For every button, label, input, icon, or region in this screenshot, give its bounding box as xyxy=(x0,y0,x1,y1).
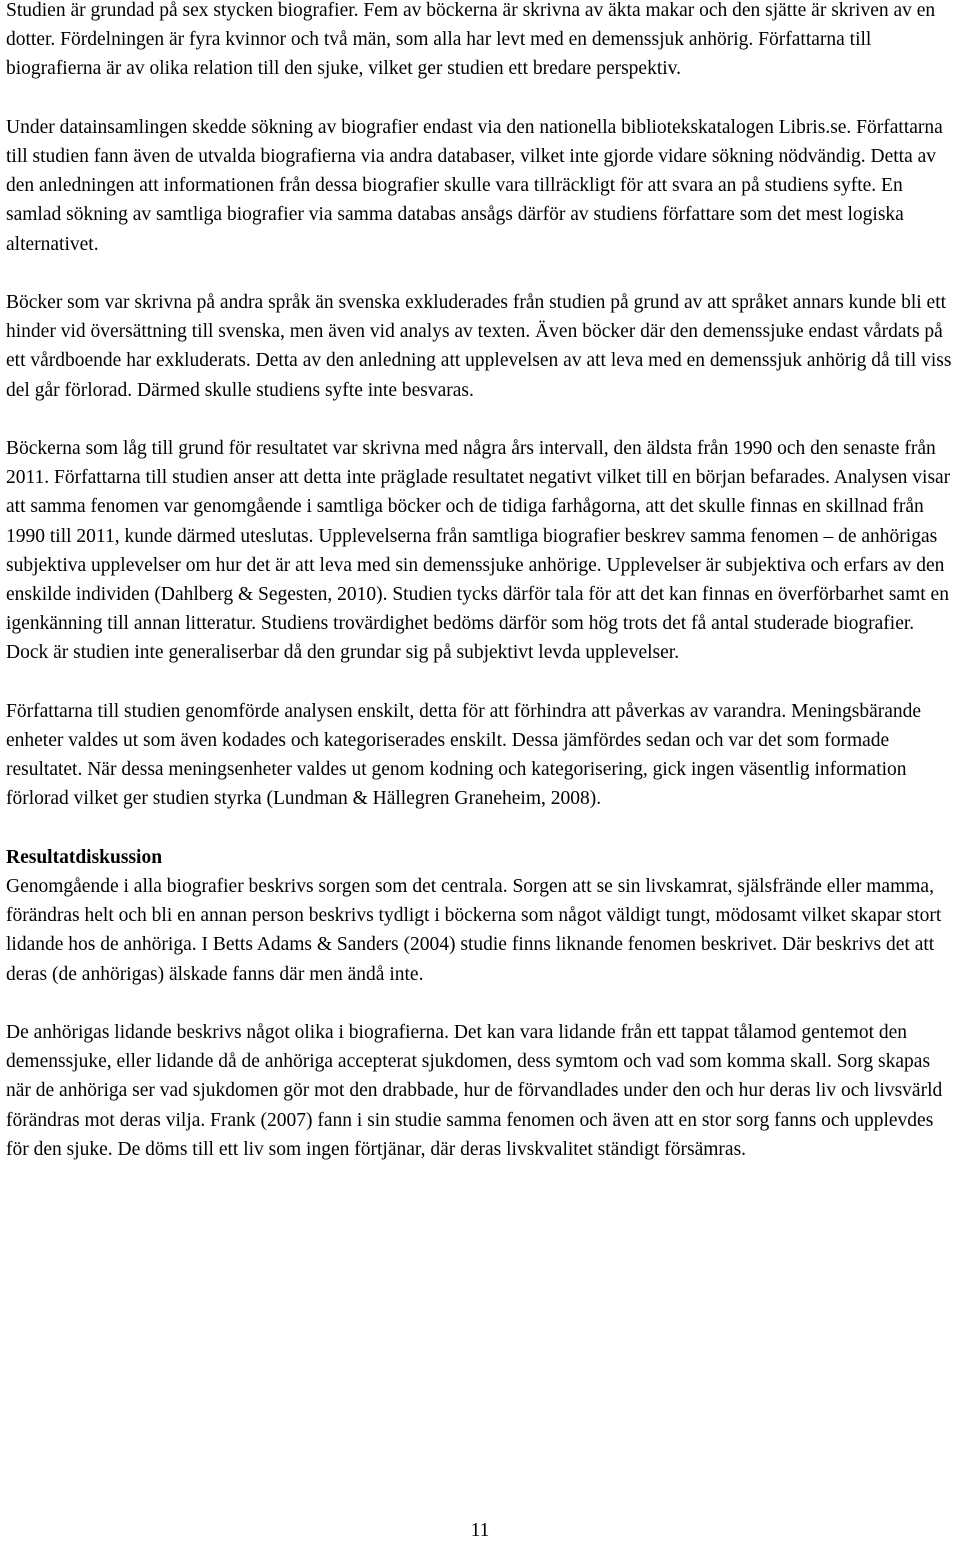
paragraph-data-collection: Under datainsamlingen skedde sökning av biografier endast via den nationella bibliotekskatalogen Libris.se. Författarna till studien fann även de utvalda biografierna via andra databaser, vilket inte gjorde vidare sökning nödvändig. Detta av den anledningen att informationen från dessa biografier skulle vara tillräckligt för att svara an på studiens syfte. En samlad sökning av samtliga biografier via samma databas ansågs därför av studiens författare som det mest logiska alternativet. xyxy=(6,116,943,255)
paragraph-trustworthiness: Böckerna som låg till grund för resultatet var skrivna med några års intervall, den äldsta från 1990 och den senaste från 2011. Författarna till studien anser att detta inte präglade resultatet negativt vilket till en början befarades. Analysen visar att samma fenomen var genomgående i samtliga böcker och de tidiga farhågorna, att det skulle finnas en skillnad från 1990 till 2011, kunde därmed uteslutas. Upplevelserna från samtliga biografier beskrev samma fenomen – de anhörigas subjektiva upplevelser om hur det är att leva med sin demenssjuke anhörige. Upplevelser är subjektiva och erfars av den enskilde individen (Dahlberg & Segesten, 2010). Studien tycks därför tala för att det kan finnas en överförbarhet samt en igenkänning till annan litteratur. Studiens trovärdighet bedöms därför som hög trots det få antal studerade biografier. Dock är studien inte generaliserbar då den grundar sig på subjektivt levda upplevelser. xyxy=(6,438,951,664)
paragraph-study-basis: Studien är grundad på sex stycken biografier. Fem av böckerna är skrivna av äkta makar och den sjätte är skriven av en dotter. Fördelningen är fyra kvinnor och två män, som alla har levt med en demenssjuk anhörig. Författarna till biografierna är av olika relation till den sjuke, vilket ger studien ett bredare perspektiv. xyxy=(6,0,936,80)
paragraph-exclusion-criteria: Böcker som var skrivna på andra språk än svenska exkluderades från studien på grund av att språket annars kunde bli ett hinder vid översättning till svenska, men även vid analys av texten. Även böcker där den demenssjuke endast vårdats på ett vårdboende har exkluderats. Detta av den anledning att upplevelsen av att leva med en demenssjuk anhörig då till viss del går förlorad. Därmed skulle studiens syfte inte besvaras. xyxy=(6,292,952,401)
document-page xyxy=(6,0,952,1164)
paragraph-grief: Genomgående i alla biografier beskrivs sorgen som det centrala. Sorgen att se sin livskamrat, själsfrände eller mamma, förändras helt och bli en annan person beskrivs tydligt i böckerna som något väldigt tungt, mödosamt vilket skapar stort lidande hos de anhöriga. I Betts Adams & Sanders (2004) studie finns liknande fenomen beskrivet. Där beskrivs det att deras (de anhörigas) älskade fanns där men ändå inte. xyxy=(6,876,942,985)
section-heading-resultatdiskussion: Resultatdiskussion xyxy=(6,846,163,868)
paragraph-analysis-method: Författarna till studien genomförde analysen enskilt, detta för att förhindra att påverkas av varandra. Meningsbärande enheter valdes ut som även kodades och kategoriserades enskilt. Dessa jämfördes sedan och var det som formade resultatet. När dessa meningsenheter valdes ut genom kodning och kategorisering, gick ingen väsentlig information förlorad vilket ger studien styrka (Lundman & Hällegren Graneheim, 2008). xyxy=(6,700,922,810)
paragraph-suffering: De anhörigas lidande beskrivs något olika i biografierna. Det kan vara lidande från ett tappat tålamod gentemot den demenssjuke, eller lidande då de anhöriga accepterat sjukdomen, dess symtom och vad som komma skall. Sorg skapas när de anhöriga ser vad sjukdomen gör mot den drabbade, hur de förvandlades under den och hur deras liv och livsvärld förändras mot deras vilja. Frank (2007) fann i sin studie samma fenomen och även att en stor sorg fanns och upplevdes för den sjuke. De döms till ett liv som ingen förtjänar, där deras livskvalitet ständigt försämras. xyxy=(6,1022,943,1160)
page-number: 11 xyxy=(470,1520,490,1541)
